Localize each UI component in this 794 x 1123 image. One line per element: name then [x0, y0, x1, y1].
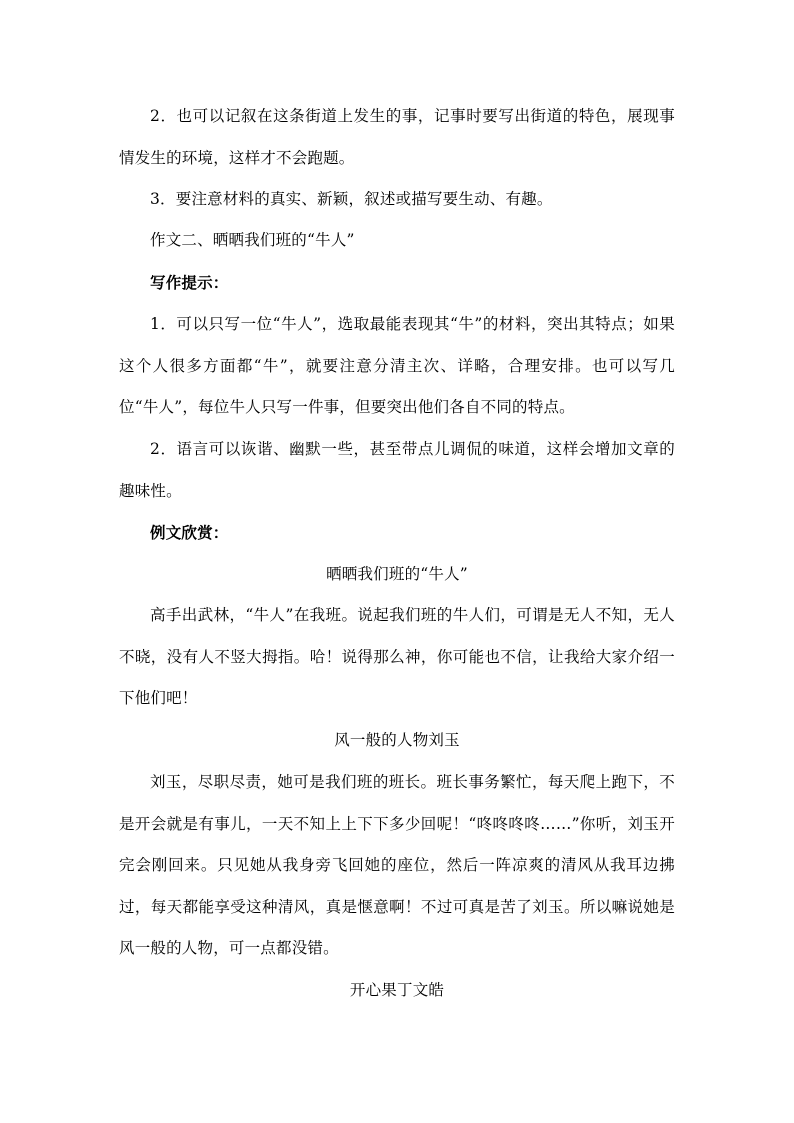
essay-two-tip-1: 1．可以只写一位“牛人”，选取最能表现其“牛”的材料，突出其特点；如果这个人很多方面都“牛”，就要注意分清主次、详略，合理安排。也可以写几位“牛人”，每位牛人只写一件事，但要突出他们各自不同的特点。: [119, 315, 675, 416]
tip-3-paragraph: 3．要注意材料的真实、新颖，叙述或描写要生动、有趣。: [150, 190, 553, 208]
section-title-ding-wenhao: 开心果丁文皓: [349, 981, 445, 999]
sample-essay-heading: 例文欣赏：: [150, 523, 229, 542]
essay-two-title: 作文二、晒晒我们班的“牛人”: [150, 231, 355, 249]
sample-essay-title: 晒晒我们班的“牛人”: [326, 565, 468, 583]
section-title-liu-yu: 风一般的人物刘玉: [334, 731, 460, 749]
sample-intro-paragraph: 高手出武林，“牛人”在我班。说起我们班的牛人们，可谓是无人不知，无人不晓，没有人不竖大拇指。哈！说得那么神，你可能也不信，让我给大家介绍一下他们吧！: [119, 606, 675, 707]
liu-yu-paragraph: 刘玉，尽职尽责，她可是我们班的班长。班长事务繁忙，每天爬上跑下，不是开会就是有事儿，一天不知上上下下多少回呢！“咚咚咚咚……”你听，刘玉开完会刚回来。只见她从我身旁飞回她的座位，然后一阵凉爽的清风从我耳边拂过，每天都能享受这种清风，真是惬意啊！不过可真是苦了刘玉。所以嘛说她是风一般的人物，可一点都没错。: [119, 773, 675, 957]
writing-tips-heading: 写作提示：: [150, 273, 229, 292]
tip-2-paragraph: 2．也可以记叙在这条街道上发生的事，记事时要写出街道的特色，展现事情发生的环境，这样才不会跑题。: [119, 107, 675, 167]
essay-two-tip-2: 2．语言可以诙谐、幽默一些，甚至带点儿调侃的味道，这样会增加文章的趣味性。: [119, 440, 675, 500]
